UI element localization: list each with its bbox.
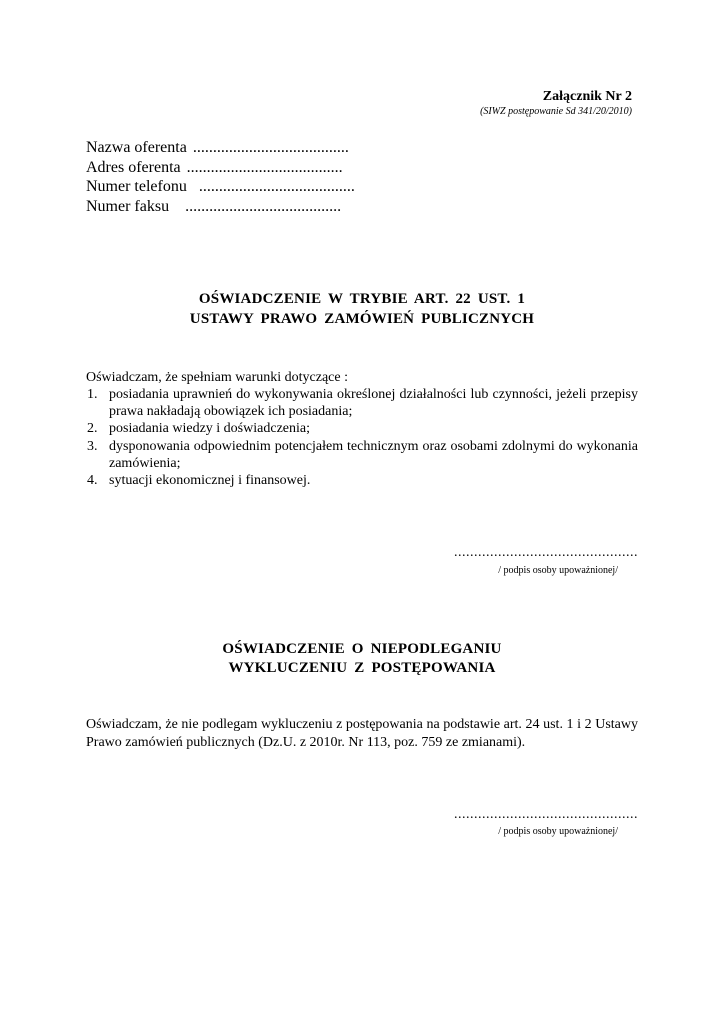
list-item-number: 1. [87,387,98,402]
list-item-text: posiadania wiedzy i doświadczenia; [109,421,310,437]
field-fax-number [86,197,355,217]
section1-title-line2: USTAWY PRAWO ZAMÓWIEŃ PUBLICZNYCH [189,311,535,327]
field-dots: ....................................... [192,139,349,156]
section1-intro: Oświadczam, że spełniam warunki dotyczące : [86,370,349,385]
attachment-subtitle: (SIWZ postępowanie Sd 341/20/2010) [480,106,632,117]
signature-line: .............................................. [454,807,638,822]
list-item [86,438,638,472]
list-item-text: dysponowania odpowiednim potencjałem technicznym oraz osobami zdolnymi do wykonania zamówienia; [109,438,638,471]
list-item [86,472,638,489]
attachment-title: Załącznik Nr 2 [542,89,632,104]
field-phone-number [86,177,355,197]
list-item-text: sytuacji ekonomicznej i finansowej. [109,473,311,489]
field-label: Numer faksu [86,197,170,215]
section2-paragraph: Oświadczam, że nie podlegam wykluczeniu z postępowania na podstawie art. 24 ust. 1 i 2 Ustawy Prawo zamówień publicznych (Dz.U. z 2010r. Nr 113, poz. 759 ze zmianami). [86,717,638,750]
field-label: Numer telefonu [86,178,187,195]
list-item [86,420,638,437]
section1-title-line1: OŚWIADCZENIE W TRYBIE ART. 22 UST. 1 [198,291,526,307]
bidder-fields [86,138,355,216]
signature-label: / podpis osoby upoważnionej/ [498,565,618,576]
field-bidder-name [86,138,355,158]
list-item-number: 3. [87,438,98,454]
list-item-text: posiadania uprawnień do wykonywania określonej działalności lub czynności, jeżeli przepisy prawa nakładają obowiązek ich posiadania; [109,387,638,420]
section2-title-line2: WYKLUCZENIU Z POSTĘPOWANIA [228,660,496,676]
field-label: Adres oferenta [86,158,181,176]
section2-title-line1: OŚWIADCZENIE O NIEPODLEGANIU [222,641,502,657]
list-item [86,386,638,420]
signature-line: .............................................. [454,545,638,560]
list-item-number: 2. [87,421,98,437]
field-label: Nazwa oferenta [86,139,187,156]
conditions-list [86,386,638,489]
signature-label: / podpis osoby upoważnionej/ [498,826,618,837]
list-item-number: 4. [87,473,98,489]
field-dots: ....................................... [186,158,343,176]
field-bidder-address [86,158,355,178]
field-dots: ....................................... [198,178,355,195]
field-dots: ....................................... [185,197,342,215]
